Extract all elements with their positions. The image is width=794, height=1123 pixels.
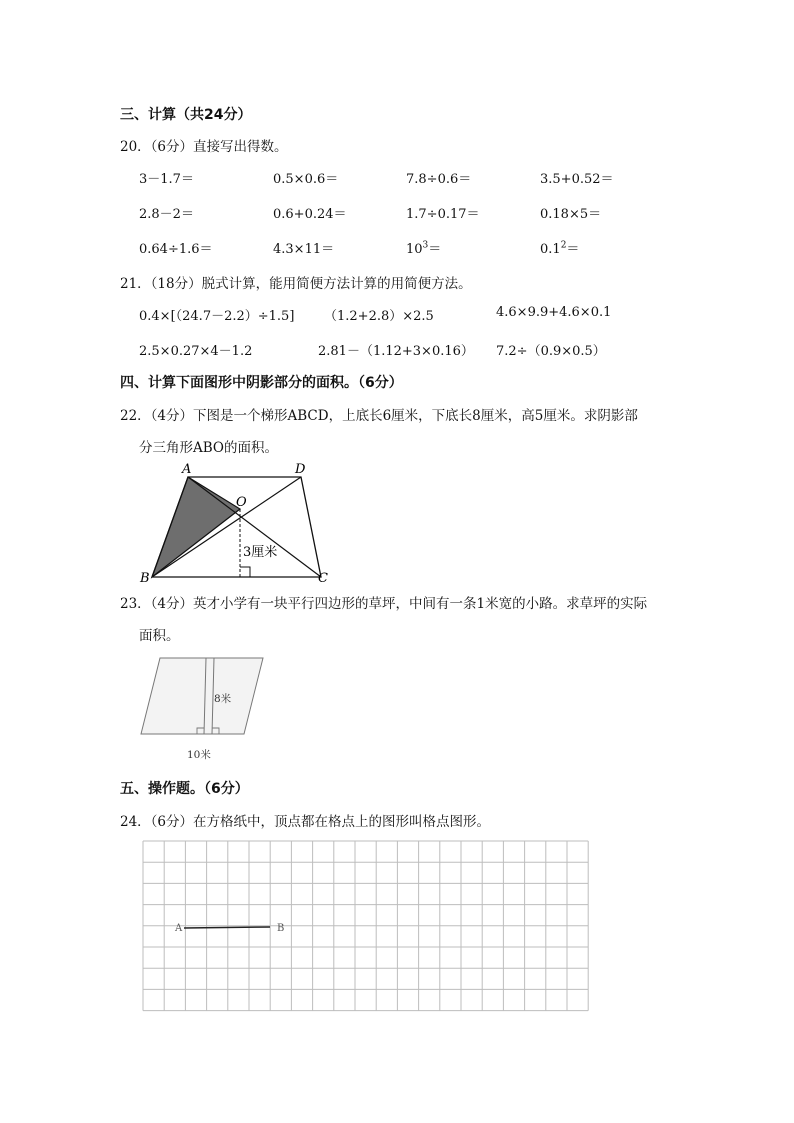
q20-item-5: 2.8－2＝ <box>139 207 194 222</box>
power-exponent: 3 <box>422 240 429 251</box>
q21-item-2: （1.2+2.8）×2.5 <box>324 309 434 324</box>
trapezoid-figure <box>130 458 340 588</box>
q20-item-12 <box>540 238 579 257</box>
question-23-line-1: 23．（4分）英才小学有一块平行四边形的草坪，中间有一条1米宽的小路。求草坪的实际 <box>120 596 648 612</box>
question-22-line-2: 分三角形ABO的面积。 <box>139 440 278 456</box>
right-angle-mark <box>240 567 250 577</box>
q20-item-10: 4.3×11＝ <box>273 242 335 257</box>
question-24-stem: 24．（6分）在方格纸中，顶点都在格点上的图形叫格点图形。 <box>120 814 491 830</box>
q21-item-3: 4.6×9.9+4.6×0.1 <box>496 305 612 320</box>
vertex-label-o: O <box>236 495 247 510</box>
power-base: 0.1 <box>540 242 561 257</box>
question-23-line-2: 面积。 <box>139 628 180 644</box>
q20-item-4: 3.5+0.52＝ <box>540 172 614 187</box>
q20-item-6: 0.6+0.24＝ <box>273 207 347 222</box>
base-label: 10米 <box>187 749 211 761</box>
q20-item-11 <box>406 238 441 257</box>
height-label: 8米 <box>214 693 232 705</box>
q20-item-7: 1.7÷0.17＝ <box>406 207 480 222</box>
question-21-stem: 21．（18分）脱式计算，能用简便方法计算的用简便方法。 <box>120 276 472 292</box>
equals-sign: ＝ <box>566 242 580 257</box>
grid-lines <box>143 841 588 1011</box>
q20-item-3: 7.8÷0.6＝ <box>406 172 472 187</box>
point-label-b: B <box>277 923 285 934</box>
section-4-title: 四、计算下面图形中阴影部分的面积。（6分） <box>120 375 403 391</box>
q20-item-9: 0.64÷1.6＝ <box>139 242 213 257</box>
power-base: 10 <box>406 242 423 257</box>
equals-sign: ＝ <box>428 242 442 257</box>
vertex-label-b: B <box>140 571 150 586</box>
question-22-line-1: 22．（4分）下图是一个梯形ABCD，上底长6厘米，下底长8厘米，高5厘米。求阴影部 <box>120 408 638 424</box>
power-exponent: 2 <box>560 240 567 251</box>
q21-item-5: 2.81－（1.12+3×0.16） <box>318 344 474 359</box>
section-3-title: 三、计算（共24分） <box>120 107 252 123</box>
point-label-a: A <box>175 923 183 934</box>
q21-item-1: 0.4×[（24.7－2.2）÷1.5] <box>139 309 295 324</box>
grid-paper-figure <box>140 838 590 1018</box>
parallelogram-lawn-figure <box>138 652 270 764</box>
vertex-label-d: D <box>295 462 306 477</box>
vertex-label-c: C <box>318 571 328 586</box>
q21-item-4: 2.5×0.27×4－1.2 <box>139 344 253 359</box>
section-5-title: 五、操作题。（6分） <box>120 781 249 797</box>
segment-ab <box>184 927 270 928</box>
question-20-stem: 20．（6分）直接写出得数。 <box>120 139 288 155</box>
q21-item-6: 7.2÷（0.9×0.5） <box>496 344 606 359</box>
q20-item-2: 0.5×0.6＝ <box>273 172 339 187</box>
q20-item-8: 0.18×5＝ <box>540 207 602 222</box>
q20-item-1: 3－1.7＝ <box>139 172 194 187</box>
parallelogram-lawn <box>141 658 263 734</box>
vertex-label-a: A <box>182 462 192 477</box>
height-label: 3厘米 <box>243 545 278 560</box>
